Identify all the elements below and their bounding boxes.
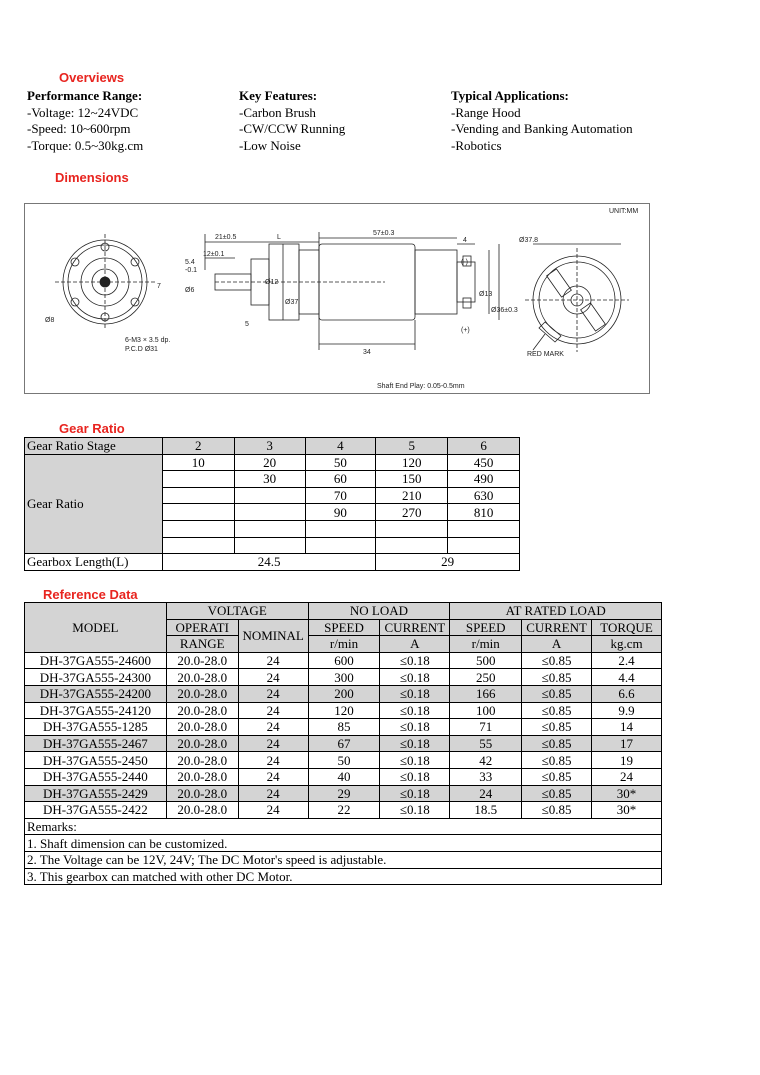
dim-8: Ø8 — [45, 317, 55, 324]
model-cell: DH-37GA555-2467 — [25, 735, 167, 752]
ratio-cell: 30 — [234, 471, 305, 488]
nominal-voltage-cell: 24 — [238, 802, 308, 819]
stage-label: Gear Ratio Stage — [25, 438, 163, 455]
red-mark-label: RED MARK — [527, 351, 564, 358]
rated-current-cell: ≤0.85 — [522, 735, 592, 752]
nominal-voltage-cell: 24 — [238, 685, 308, 702]
rated-speed-cell: 71 — [450, 719, 522, 736]
dim-6: Ø6 — [185, 287, 195, 294]
ratio-cell — [234, 520, 305, 537]
operating-range-cell: 20.0-28.0 — [166, 719, 238, 736]
noload-speed-cell: 40 — [308, 768, 380, 785]
ratio-cell: 120 — [376, 454, 448, 471]
reference-data-title: Reference Data — [43, 587, 138, 602]
ratio-cell: 270 — [376, 504, 448, 521]
performance-item: -Speed: 10~600rpm — [27, 121, 131, 136]
noload-speed-cell: 22 — [308, 802, 380, 819]
rated-current-cell: ≤0.85 — [522, 702, 592, 719]
torque-cell: 2.4 — [592, 652, 662, 669]
performance-item: -Voltage: 12~24VDC — [27, 104, 139, 120]
header-operating: OPERATI — [166, 619, 238, 636]
rated-current-cell: ≤0.85 — [522, 685, 592, 702]
dim-37: Ø37 — [285, 299, 299, 306]
ratio-cell: 20 — [234, 454, 305, 471]
table-row — [25, 785, 662, 802]
noload-speed-cell: 600 — [308, 652, 380, 669]
typical-applications — [451, 88, 633, 154]
stage-cell: 6 — [448, 438, 520, 455]
noload-current-cell: ≤0.18 — [380, 802, 450, 819]
ratio-cell: 70 — [305, 487, 376, 504]
stage-cell: 4 — [305, 438, 376, 455]
performance-range — [27, 88, 143, 154]
remarks-heading: Remarks: — [25, 818, 662, 835]
unit-label: UNIT:MM — [609, 208, 639, 215]
model-cell: DH-37GA555-1285 — [25, 719, 167, 736]
ratio-cell — [162, 537, 234, 554]
application-item: -Robotics — [451, 137, 502, 153]
noload-current-cell: ≤0.18 — [380, 652, 450, 669]
rated-current-cell: ≤0.85 — [522, 768, 592, 785]
nominal-voltage-cell: 24 — [238, 752, 308, 769]
gear-ratio-title: Gear Ratio — [59, 421, 125, 436]
header-rated-speed: SPEED — [450, 619, 522, 636]
unit-torque: kg.cm — [592, 636, 662, 653]
rated-speed-cell: 18.5 — [450, 802, 522, 819]
noload-speed-cell: 67 — [308, 735, 380, 752]
noload-current-cell: ≤0.18 — [380, 735, 450, 752]
dim-7: 7 — [157, 283, 161, 290]
ratio-cell — [234, 504, 305, 521]
ratio-cell — [305, 537, 376, 554]
ratio-cell: 210 — [376, 487, 448, 504]
noload-current-cell: ≤0.18 — [380, 702, 450, 719]
model-cell: DH-37GA555-24300 — [25, 669, 167, 686]
noload-speed-cell: 85 — [308, 719, 380, 736]
ratio-cell — [234, 537, 305, 554]
torque-cell: 9.9 — [592, 702, 662, 719]
operating-range-cell: 20.0-28.0 — [166, 752, 238, 769]
remark-item: 1. Shaft dimension can be customized. — [25, 835, 662, 852]
torque-cell: 24 — [592, 768, 662, 785]
dim-m3: 6-M3 × 3.5 dp. — [125, 337, 171, 344]
ratio-cell — [162, 504, 234, 521]
model-cell: DH-37GA555-2429 — [25, 785, 167, 802]
header-no-load: NO LOAD — [308, 603, 450, 620]
rated-speed-cell: 500 — [450, 652, 522, 669]
header-range: RANGE — [166, 636, 238, 653]
dim-4: 4 — [463, 237, 467, 244]
key-features — [239, 88, 345, 154]
gear-ratio-table — [24, 437, 520, 571]
table-row — [25, 719, 662, 736]
applications-heading: Typical Applications: — [451, 88, 569, 103]
dim-34: 34 — [363, 349, 371, 356]
rated-speed-cell: 33 — [450, 768, 522, 785]
header-rated-load: AT RATED LOAD — [450, 603, 662, 620]
gear-ratio-label: Gear Ratio — [25, 454, 163, 554]
gearbox-length-b: 29 — [376, 554, 520, 571]
table-row — [25, 768, 662, 785]
dim-21: 21±0.5 — [215, 234, 237, 241]
table-row — [25, 752, 662, 769]
noload-current-cell: ≤0.18 — [380, 685, 450, 702]
noload-current-cell: ≤0.18 — [380, 719, 450, 736]
ratio-cell: 450 — [448, 454, 520, 471]
torque-cell: 17 — [592, 735, 662, 752]
dim-57: 57±0.3 — [373, 230, 395, 237]
model-cell: DH-37GA555-2440 — [25, 768, 167, 785]
stage-cell: 3 — [234, 438, 305, 455]
unit-rated-current: A — [522, 636, 592, 653]
ratio-cell — [376, 537, 448, 554]
rated-current-cell: ≤0.85 — [522, 669, 592, 686]
table-row — [25, 802, 662, 819]
header-rated-current: CURRENT — [522, 619, 592, 636]
header-torque: TORQUE — [592, 619, 662, 636]
ratio-cell — [162, 487, 234, 504]
rated-current-cell: ≤0.85 — [522, 719, 592, 736]
ratio-cell — [162, 471, 234, 488]
operating-range-cell: 20.0-28.0 — [166, 685, 238, 702]
rated-speed-cell: 166 — [450, 685, 522, 702]
gearbox-length-a: 24.5 — [162, 554, 375, 571]
dimension-drawing — [24, 203, 650, 394]
header-noload-speed: SPEED — [308, 619, 380, 636]
rated-speed-cell: 100 — [450, 702, 522, 719]
feature-item: -Low Noise — [239, 137, 301, 153]
dim-12: 12±0.1 — [203, 251, 225, 258]
table-row — [25, 669, 662, 686]
table-row — [25, 652, 662, 669]
ratio-cell: 10 — [162, 454, 234, 471]
operating-range-cell: 20.0-28.0 — [166, 802, 238, 819]
operating-range-cell: 20.0-28.0 — [166, 652, 238, 669]
torque-cell: 30* — [592, 785, 662, 802]
dim-5: 5 — [245, 321, 249, 328]
table-row — [25, 735, 662, 752]
unit-noload-speed: r/min — [308, 636, 380, 653]
dim-13: Ø13 — [479, 291, 493, 298]
torque-cell: 30* — [592, 802, 662, 819]
model-cell: DH-37GA555-24200 — [25, 685, 167, 702]
nominal-voltage-cell: 24 — [238, 735, 308, 752]
stage-cell: 2 — [162, 438, 234, 455]
feature-item: -Carbon Brush — [239, 104, 316, 120]
dim-12b: Ø12 — [265, 279, 279, 286]
ratio-cell: 490 — [448, 471, 520, 488]
operating-range-cell: 20.0-28.0 — [166, 768, 238, 785]
table-row — [25, 685, 662, 702]
noload-speed-cell: 300 — [308, 669, 380, 686]
header-voltage: VOLTAGE — [166, 603, 308, 620]
header-noload-current: CURRENT — [380, 619, 450, 636]
noload-speed-cell: 50 — [308, 752, 380, 769]
header-model: MODEL — [25, 603, 167, 653]
dim-l: L — [277, 234, 281, 241]
torque-cell: 19 — [592, 752, 662, 769]
noload-speed-cell: 29 — [308, 785, 380, 802]
model-cell: DH-37GA555-24120 — [25, 702, 167, 719]
rated-current-cell: ≤0.85 — [522, 752, 592, 769]
noload-current-cell: ≤0.18 — [380, 768, 450, 785]
stage-row — [25, 438, 520, 455]
ratio-cell — [234, 487, 305, 504]
ratio-row — [25, 454, 520, 471]
dim-36: Ø36±0.3 — [491, 307, 518, 314]
nominal-voltage-cell: 24 — [238, 652, 308, 669]
ratio-cell: 90 — [305, 504, 376, 521]
nominal-voltage-cell: 24 — [238, 785, 308, 802]
feature-item: -CW/CCW Running — [239, 121, 346, 136]
nominal-voltage-cell: 24 — [238, 719, 308, 736]
ratio-cell — [162, 520, 234, 537]
noload-current-cell: ≤0.18 — [380, 785, 450, 802]
application-item: -Vending and Banking Automation — [451, 121, 633, 136]
torque-cell: 6.6 — [592, 685, 662, 702]
model-cell: DH-37GA555-24600 — [25, 652, 167, 669]
operating-range-cell: 20.0-28.0 — [166, 669, 238, 686]
performance-heading: Performance Range: — [27, 88, 143, 103]
header-nominal: NOMINAL — [238, 619, 308, 652]
operating-range-cell: 20.0-28.0 — [166, 702, 238, 719]
ratio-cell — [376, 520, 448, 537]
overviews-title: Overviews — [59, 70, 125, 85]
application-item: -Range Hood — [451, 104, 521, 120]
reference-rows — [25, 652, 662, 818]
ratio-cell: 50 — [305, 454, 376, 471]
dim-5-4: 5.4 — [185, 259, 195, 266]
stage-cell: 5 — [376, 438, 448, 455]
model-cell: DH-37GA555-2450 — [25, 752, 167, 769]
model-cell: DH-37GA555-2422 — [25, 802, 167, 819]
rated-current-cell: ≤0.85 — [522, 652, 592, 669]
nominal-voltage-cell: 24 — [238, 669, 308, 686]
ratio-cell — [448, 537, 520, 554]
dim-0-1: -0.1 — [185, 267, 198, 274]
ratio-cell: 150 — [376, 471, 448, 488]
terminal-plus: (+) — [461, 327, 470, 334]
unit-rated-speed: r/min — [450, 636, 522, 653]
noload-speed-cell: 120 — [308, 702, 380, 719]
ratio-cell — [448, 520, 520, 537]
dim-pcd: P.C.D Ø31 — [125, 346, 158, 353]
dim-37-8: Ø37.8 — [519, 237, 539, 244]
rated-current-cell: ≤0.85 — [522, 785, 592, 802]
dimensions-title: Dimensions — [55, 170, 129, 185]
nominal-voltage-cell: 24 — [238, 768, 308, 785]
torque-cell: 4.4 — [592, 669, 662, 686]
gearbox-length-label: Gearbox Length(L) — [25, 554, 163, 571]
operating-range-cell: 20.0-28.0 — [166, 735, 238, 752]
unit-noload-current: A — [380, 636, 450, 653]
terminal-minus: (-) — [461, 259, 468, 266]
remark-item: 2. The Voltage can be 12V, 24V; The DC Motor's speed is adjustable. — [25, 851, 662, 868]
rated-speed-cell: 42 — [450, 752, 522, 769]
reference-data-table — [24, 602, 662, 885]
noload-speed-cell: 200 — [308, 685, 380, 702]
noload-current-cell: ≤0.18 — [380, 752, 450, 769]
ratio-cell: 810 — [448, 504, 520, 521]
noload-current-cell: ≤0.18 — [380, 669, 450, 686]
ratio-cell — [305, 520, 376, 537]
torque-cell: 14 — [592, 719, 662, 736]
nominal-voltage-cell: 24 — [238, 702, 308, 719]
motor-technical-drawing — [25, 204, 649, 393]
gearbox-length-row — [25, 554, 520, 571]
rated-speed-cell: 250 — [450, 669, 522, 686]
ratio-cell: 630 — [448, 487, 520, 504]
shaft-end-play: Shaft End Play: 0.05-0.5mm — [377, 383, 465, 390]
rated-current-cell: ≤0.85 — [522, 802, 592, 819]
operating-range-cell: 20.0-28.0 — [166, 785, 238, 802]
performance-item: -Torque: 0.5~30kg.cm — [27, 137, 144, 153]
ratio-cell: 60 — [305, 471, 376, 488]
features-heading: Key Features: — [239, 88, 318, 103]
remark-item: 3. This gearbox can matched with other DC Motor. — [25, 868, 662, 885]
table-row — [25, 702, 662, 719]
rated-speed-cell: 55 — [450, 735, 522, 752]
rated-speed-cell: 24 — [450, 785, 522, 802]
